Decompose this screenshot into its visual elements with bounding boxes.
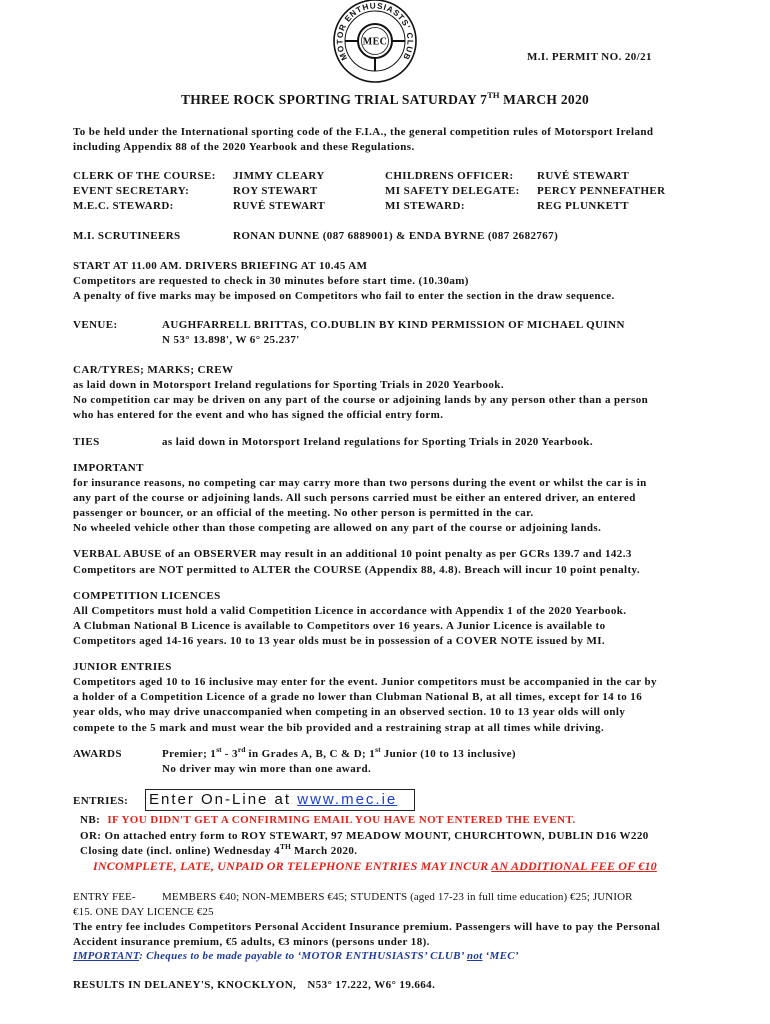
awards-text: in Grades A, B, C & D; 1 bbox=[245, 748, 376, 760]
official-name: JIMMY CLEARY bbox=[233, 170, 325, 182]
venue-coordinates: N 53° 13.898', W 6° 25.237' bbox=[162, 334, 300, 346]
postal-entry-line: OR: On attached entry form to ROY STEWART, 97 MEADOW MOUNT, CHURCHTOWN, DUBLIN D16 W220 bbox=[80, 830, 649, 842]
page-title bbox=[0, 92, 770, 108]
awards-superscript: st bbox=[216, 745, 222, 754]
car-line: who has entered for the event and who has signed the official entry form. bbox=[73, 409, 444, 421]
start-line: A penalty of five marks may be imposed on Competitors who fail to enter the section in the draw sequence. bbox=[73, 290, 615, 302]
important-line: No wheeled vehicle other than those competing are allowed on any part of the course or adjoining lands. bbox=[73, 522, 602, 534]
official-role: M.E.C. STEWARD: bbox=[73, 200, 174, 212]
results-coordinates: N53° 17.222, W6° 19.664. bbox=[307, 979, 436, 991]
scrutineers-value: RONAN DUNNE (087 6889001) & ENDA BYRNE (087 2682767) bbox=[233, 230, 559, 242]
official-role: MI STEWARD: bbox=[385, 200, 465, 212]
official-name: RUVÉ STEWART bbox=[537, 170, 630, 182]
cheques-note bbox=[73, 949, 519, 963]
cheques-text: : Cheques to be made payable to ‘MOTOR ENTHUSIASTS’ CLUB’ bbox=[139, 950, 467, 962]
results-line bbox=[73, 978, 435, 992]
venue-line: AUGHFARRELL BRITTAS, CO.DUBLIN BY KIND PERMISSION OF MICHAEL QUINN bbox=[162, 319, 625, 331]
entry-fee-line: €15. ONE DAY LICENCE €25 bbox=[73, 906, 214, 918]
car-heading: CAR/TYRES; MARKS; CREW bbox=[73, 364, 234, 376]
closing-date-text: Closing date (incl. online) Wednesday 4 bbox=[80, 845, 280, 857]
logo-ring-text: MOTOR ENTHUSIASTS' CLUB bbox=[335, 1, 415, 62]
official-role: MI SAFETY DELEGATE: bbox=[385, 185, 520, 197]
title-text-end: MARCH 2020 bbox=[499, 92, 590, 107]
intro-line: including Appendix 88 of the 2020 Yearbook and these Regulations. bbox=[73, 141, 415, 153]
official-role: CHILDRENS OFFICER: bbox=[385, 170, 514, 182]
start-line: Competitors are requested to check in 30 minutes before start time. (10.30am) bbox=[73, 275, 469, 287]
ties-value: as laid down in Motorsport Ireland regulations for Sporting Trials in 2020 Yearbook. bbox=[162, 436, 593, 448]
awards-text: - 3 bbox=[221, 748, 238, 760]
closing-date-text-end: March 2020. bbox=[290, 845, 358, 857]
official-name: RUVÉ STEWART bbox=[233, 200, 326, 212]
awards-text: Premier; 1 bbox=[162, 748, 217, 760]
cheques-label: IMPORTANT bbox=[73, 950, 140, 962]
licences-heading: COMPETITION LICENCES bbox=[73, 590, 221, 602]
entry-fee-line: MEMBERS €40; NON-MEMBERS €45; STUDENTS (aged 17-23 in full time education) €25; JUNIOR bbox=[162, 891, 633, 903]
awards-text: Junior (10 to 13 inclusive) bbox=[380, 748, 516, 760]
ties-label: TIES bbox=[73, 436, 100, 448]
conduct-line: Competitors are NOT permitted to ALTER the COURSE (Appendix 88, 4.8). Breach will incur 10 point penalty. bbox=[73, 564, 640, 576]
important-line: any part of the course or adjoining lands. All such persons carried must be either an entered driver, an entered bbox=[73, 492, 636, 504]
insurance-line: The entry fee includes Competitors Personal Accident Insurance premium. Passengers will have to pay the Personal bbox=[73, 921, 661, 933]
online-entry-box bbox=[145, 789, 415, 811]
car-line: as laid down in Motorsport Ireland regulations for Sporting Trials in 2020 Yearbook. bbox=[73, 379, 504, 391]
awards-line bbox=[162, 747, 516, 761]
scrutineers-label: M.I. SCRUTINEERS bbox=[73, 230, 181, 242]
important-line: passenger or bouncer, or an official of the meeting. No other person is permitted in the car. bbox=[73, 507, 534, 519]
official-role: CLERK OF THE COURSE: bbox=[73, 170, 216, 182]
official-name: PERCY PENNEFATHER bbox=[537, 185, 666, 197]
additional-fee-text: AN ADDITIONAL FEE OF €10 bbox=[491, 859, 657, 873]
nb-label: NB: bbox=[80, 814, 101, 826]
awards-note: No driver may win more than one award. bbox=[162, 763, 372, 775]
licences-line: All Competitors must hold a valid Competition Licence in accordance with Appendix 1 of the 2020 Yearbook. bbox=[73, 605, 627, 617]
insurance-line: Accident insurance premium, €5 adults, €3 minors (persons under 18). bbox=[73, 936, 430, 948]
junior-line: a holder of a Competition Licence of a grade no lower than Clubman National B, at all times, except for 14 to 16 bbox=[73, 691, 643, 703]
late-entry-warning bbox=[93, 859, 657, 873]
results-location: RESULTS IN DELANEY'S, KNOCKLYON, bbox=[73, 979, 297, 991]
car-line: No competition car may be driven on any part of the course or adjoining lands by any person other than a person bbox=[73, 394, 649, 406]
cheques-not: not bbox=[466, 950, 483, 962]
website-link[interactable]: www.mec.ie bbox=[297, 791, 398, 808]
conduct-line: VERBAL ABUSE of an OBSERVER may result in an additional 10 point penalty as per GCRs 139.7 and 142.3 bbox=[73, 548, 632, 560]
closing-date-line bbox=[80, 844, 357, 858]
venue-label: VENUE: bbox=[73, 319, 118, 331]
late-entry-text: INCOMPLETE, LATE, UNPAID OR TELEPHONE ENTRIES MAY INCUR bbox=[93, 859, 492, 873]
title-text: THREE ROCK SPORTING TRIAL SATURDAY 7 bbox=[180, 92, 488, 107]
club-logo bbox=[330, 0, 420, 85]
start-heading: START AT 11.00 AM. DRIVERS BRIEFING AT 10.45 AM bbox=[73, 260, 368, 272]
awards-superscript: st bbox=[375, 745, 381, 754]
junior-line: compete to the 5 mark and must wear the bib provided and a restraining strap at all times while driving. bbox=[73, 722, 605, 734]
closing-date-superscript: TH bbox=[279, 842, 291, 851]
official-name: REG PLUNKETT bbox=[537, 200, 629, 212]
important-line: for insurance reasons, no competing car may carry more than two persons during the event or whilst the car is in bbox=[73, 477, 647, 489]
licences-line: A Clubman National B Licence is available to Competitors over 16 years. A Junior Licence is available to bbox=[73, 620, 606, 632]
official-role: EVENT SECRETARY: bbox=[73, 185, 190, 197]
permit-number: M.I. PERMIT NO. 20/21 bbox=[527, 51, 652, 63]
nb-line bbox=[80, 813, 576, 827]
intro-line: To be held under the International sporting code of the F.I.A., the general competition rules of Motorsport Ireland bbox=[73, 126, 654, 138]
entries-label: ENTRIES: bbox=[73, 795, 129, 807]
awards-label: AWARDS bbox=[73, 748, 122, 760]
title-superscript: TH bbox=[487, 90, 500, 100]
junior-heading: JUNIOR ENTRIES bbox=[73, 661, 172, 673]
awards-superscript: rd bbox=[237, 745, 246, 754]
junior-line: Competitors aged 10 to 16 inclusive may enter for the event. Junior competitors must be accompanied in the car by bbox=[73, 676, 657, 688]
entry-fee-label: ENTRY FEE- bbox=[73, 891, 136, 903]
official-name: ROY STEWART bbox=[233, 185, 318, 197]
licences-line: Competitors aged 14-16 years. 10 to 13 year olds must be in possession of a COVER NOTE issued by MI. bbox=[73, 635, 606, 647]
junior-line: year olds, who may drive unaccompanied when competing in an observed section. 10 to 13 year olds will only bbox=[73, 706, 626, 718]
important-heading: IMPORTANT bbox=[73, 462, 144, 474]
nb-warning: IF YOU DIDN'T GET A CONFIRMING EMAIL YOU HAVE NOT ENTERED THE EVENT. bbox=[107, 814, 576, 826]
logo-center-text: MEC bbox=[362, 36, 388, 48]
cheques-text-end: ‘MEC’ bbox=[482, 950, 519, 962]
online-entry-text: Enter On-Line at bbox=[149, 791, 298, 808]
